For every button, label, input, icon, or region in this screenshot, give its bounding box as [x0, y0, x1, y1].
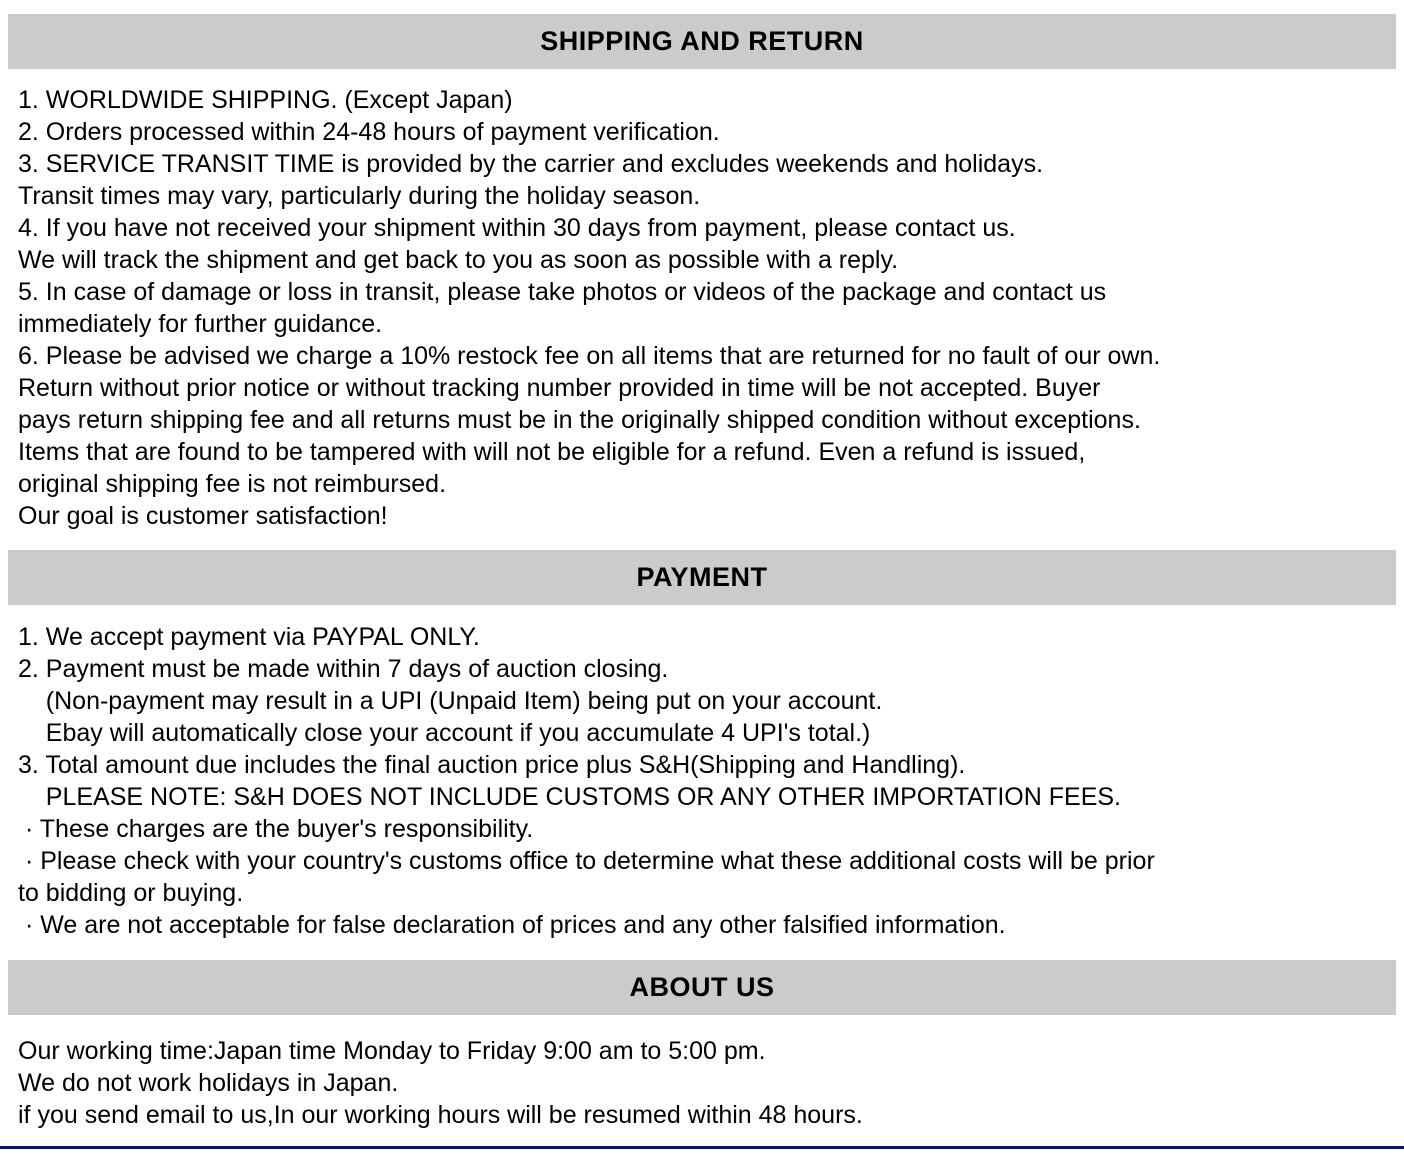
section-header-payment: [8, 550, 1396, 605]
section-body-about-us: [0, 1035, 1404, 1131]
section-header-about-us: [8, 960, 1396, 1015]
text-line: Transit times may vary, particularly during the holiday season.: [18, 182, 701, 210]
text-line: · We are not acceptable for false declaration of prices and any other falsified information.: [18, 911, 1006, 939]
text-line: Our goal is customer satisfaction!: [18, 502, 388, 530]
section-title-about-us: ABOUT US: [629, 972, 775, 1002]
text-line: 5. In case of damage or loss in transit, please take photos or videos of the package and contact us: [18, 278, 1107, 306]
text-line: 2. Orders processed within 24-48 hours of payment verification.: [18, 118, 720, 146]
text-line: Items that are found to be tampered with will not be eligible for a refund. Even a refund is issued,: [18, 438, 1086, 466]
text-line: 4. If you have not received your shipment within 30 days from payment, please contact us.: [18, 214, 1016, 242]
text-line: if you send email to us,In our working hours will be resumed within 48 hours.: [18, 1101, 863, 1129]
text-line: We will track the shipment and get back to you as soon as possible with a reply.: [18, 246, 899, 274]
text-line: (Non-payment may result in a UPI (Unpaid Item) being put on your account.: [18, 687, 883, 715]
text-line: We do not work holidays in Japan.: [18, 1069, 399, 1097]
text-line: 3. SERVICE TRANSIT TIME is provided by the carrier and excludes weekends and holidays.: [18, 150, 1044, 178]
text-line: Return without prior notice or without tracking number provided in time will be not accepted. Buyer: [18, 374, 1101, 402]
text-line: 2. Payment must be made within 7 days of auction closing.: [18, 655, 669, 683]
text-line: · Please check with your country's customs office to determine what these additional costs will be prior: [18, 847, 1155, 875]
text-line: 3. Total amount due includes the final auction price plus S&H(Shipping and Handling).: [18, 751, 966, 779]
text-line: to bidding or buying.: [18, 879, 244, 907]
text-line: 6. Please be advised we charge a 10% restock fee on all items that are returned for no fault of our own.: [18, 342, 1161, 370]
section-body-shipping-and-return: [0, 84, 1404, 532]
section-header-shipping-and-return: [8, 14, 1396, 69]
text-line: · These charges are the buyer's responsibility.: [18, 815, 534, 843]
text-line: 1. We accept payment via PAYPAL ONLY.: [18, 623, 480, 651]
section-body-payment: [0, 621, 1404, 941]
text-line: Ebay will automatically close your account if you accumulate 4 UPI's total.): [18, 719, 871, 747]
text-line: pays return shipping fee and all returns must be in the originally shipped condition without exceptions.: [18, 406, 1141, 434]
text-line: original shipping fee is not reimbursed.: [18, 470, 447, 498]
text-line: immediately for further guidance.: [18, 310, 383, 338]
text-line: PLEASE NOTE: S&H DOES NOT INCLUDE CUSTOMS OR ANY OTHER IMPORTATION FEES.: [18, 783, 1121, 811]
section-title-payment: PAYMENT: [636, 562, 768, 592]
bottom-divider-rule: [0, 1146, 1404, 1149]
text-line: 1. WORLDWIDE SHIPPING. (Except Japan): [18, 86, 513, 114]
section-title-shipping-and-return: SHIPPING AND RETURN: [540, 26, 864, 56]
text-line: Our working time:Japan time Monday to Friday 9:00 am to 5:00 pm.: [18, 1037, 766, 1065]
